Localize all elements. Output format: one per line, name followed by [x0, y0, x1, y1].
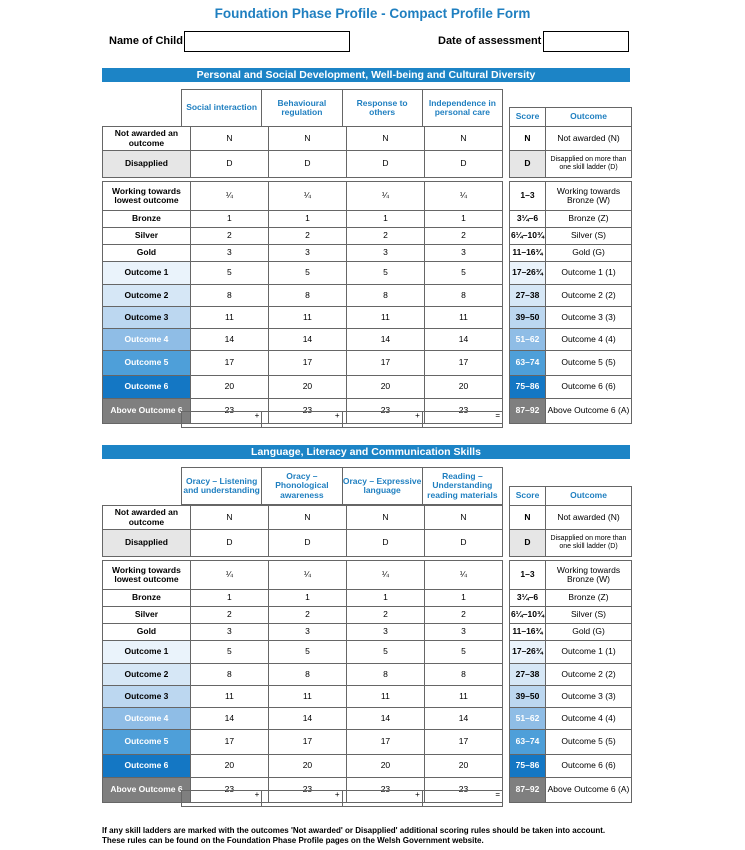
table-row [510, 127, 632, 151]
outcome-name: Not awarded (N) [546, 127, 632, 151]
skill-cell[interactable]: 8 [190, 285, 268, 307]
table-row [510, 664, 632, 686]
outcome-row-label: Outcome 4 [103, 708, 191, 730]
score-range: 6¼–10¾ [510, 228, 546, 245]
skill-cell[interactable]: 14 [424, 329, 502, 351]
table-row [510, 307, 632, 329]
table-row [510, 228, 632, 245]
score-range: 63–74 [510, 730, 546, 755]
score-range: 3¼–6 [510, 211, 546, 228]
table-row [103, 641, 503, 664]
skill-cell[interactable]: 5 [268, 262, 346, 285]
skill-cell[interactable]: 3 [190, 624, 268, 641]
skill-cell[interactable]: ¼ [424, 182, 502, 211]
score-range: 17–26¾ [510, 641, 546, 664]
table-row [510, 262, 632, 285]
table-row [103, 561, 503, 590]
skill-cell[interactable]: 23 [190, 778, 268, 803]
skill-cell[interactable]: 1 [424, 590, 502, 607]
score-range: 87–92 [510, 778, 546, 803]
table-row [103, 307, 503, 329]
outcome-name: Outcome 4 (4) [546, 329, 632, 351]
table-row [510, 778, 632, 803]
score-range: 27–38 [510, 664, 546, 686]
skill-cell[interactable]: 3 [424, 245, 502, 262]
skill-cell[interactable]: 2 [424, 607, 502, 624]
table-row [103, 127, 503, 151]
table-row [510, 755, 632, 778]
table-row [103, 730, 503, 755]
skill-cell[interactable]: D [424, 151, 502, 178]
page-title: Foundation Phase Profile - Compact Profile Form [214, 6, 531, 21]
score-range: 39–50 [510, 307, 546, 329]
outcome-row-label: Outcome 6 [103, 376, 191, 399]
outcome-name: Outcome 4 (4) [546, 708, 632, 730]
table-row [510, 329, 632, 351]
score-range: 27–38 [510, 285, 546, 307]
score-range: N [510, 506, 546, 530]
outcome-row-label: Outcome 2 [103, 285, 191, 307]
outcome-row-label: Outcome 1 [103, 262, 191, 285]
table-row [510, 530, 632, 557]
skill-cell[interactable]: 23 [268, 399, 346, 424]
outcome-row-label: Silver [103, 607, 191, 624]
skill-column-header: Social interaction [182, 90, 262, 127]
skill-cell[interactable]: 14 [268, 708, 346, 730]
score-range: 11–16¾ [510, 624, 546, 641]
table-row [103, 151, 503, 178]
skill-cell[interactable]: 17 [268, 351, 346, 376]
totals-operator: + [342, 791, 422, 807]
table-row [510, 151, 632, 178]
skill-cell[interactable]: 20 [346, 755, 424, 778]
outcome-name: Disapplied on more than one skill ladder (D) [546, 151, 632, 178]
table-row [103, 590, 503, 607]
skill-cell[interactable]: 23 [346, 399, 424, 424]
skill-cell[interactable]: 11 [268, 307, 346, 329]
skill-cell[interactable]: 1 [268, 590, 346, 607]
totals-operator: = [422, 791, 502, 807]
table-row [510, 182, 632, 211]
outcome-name: Outcome 1 (1) [546, 641, 632, 664]
skill-cell[interactable]: 20 [190, 755, 268, 778]
skill-cell[interactable]: 11 [190, 686, 268, 708]
score-range: 75–86 [510, 755, 546, 778]
outcome-name: Outcome 3 (3) [546, 686, 632, 708]
skill-cell[interactable]: 23 [268, 778, 346, 803]
score-range: 87–92 [510, 399, 546, 424]
skill-cell[interactable]: N [268, 506, 346, 530]
outcome-row-label: Disapplied [103, 151, 191, 178]
skill-cell[interactable]: 5 [346, 641, 424, 664]
skill-cell[interactable]: 14 [190, 329, 268, 351]
table-row [103, 351, 503, 376]
score-range: 63–74 [510, 351, 546, 376]
outcome-name: Not awarded (N) [546, 506, 632, 530]
totals-operator: + [262, 412, 342, 428]
skill-cell[interactable]: 5 [268, 641, 346, 664]
skill-column-header: Oracy – Listening and understanding [182, 468, 262, 505]
skill-cell[interactable]: ¼ [424, 561, 502, 590]
table-row [103, 664, 503, 686]
skill-cell[interactable]: 17 [424, 351, 502, 376]
skill-cell[interactable]: 3 [268, 624, 346, 641]
outcome-name: Silver (S) [546, 228, 632, 245]
outcome-name: Outcome 2 (2) [546, 285, 632, 307]
skill-cell[interactable]: 2 [346, 607, 424, 624]
skill-cell[interactable]: 14 [268, 329, 346, 351]
skill-cell[interactable]: 2 [190, 607, 268, 624]
skill-cell[interactable]: 5 [424, 641, 502, 664]
outcome-row-label: Not awarded an outcome [103, 506, 191, 530]
skill-ladder-grid [102, 505, 503, 803]
table-row [510, 686, 632, 708]
skill-cell[interactable]: 20 [346, 376, 424, 399]
outcome-name: Outcome 2 (2) [546, 664, 632, 686]
skill-cell[interactable]: N [190, 127, 268, 151]
table-row [510, 506, 632, 530]
table-row [103, 708, 503, 730]
skill-cell[interactable]: 2 [268, 607, 346, 624]
score-range: D [510, 151, 546, 178]
outcome-name: Outcome 1 (1) [546, 262, 632, 285]
score-range: 75–86 [510, 376, 546, 399]
table-row [103, 182, 503, 211]
outcome-name: Bronze (Z) [546, 211, 632, 228]
skill-cell[interactable]: 5 [190, 641, 268, 664]
totals-operator: + [182, 412, 262, 428]
outcome-row-label: Working towards lowest outcome [103, 561, 191, 590]
table-row [510, 561, 632, 590]
skill-cell[interactable]: 17 [346, 730, 424, 755]
outcome-row-label: Working towards lowest outcome [103, 182, 191, 211]
outcome-row-label: Bronze [103, 590, 191, 607]
skill-cell[interactable]: 8 [424, 664, 502, 686]
outcome-row-label: Above Outcome 6 [103, 778, 191, 803]
table-row [103, 686, 503, 708]
skill-cell[interactable]: ¼ [268, 182, 346, 211]
skill-column-headers [181, 467, 503, 505]
outcome-name: Bronze (Z) [546, 590, 632, 607]
outcome-row-label: Outcome 5 [103, 351, 191, 376]
date-of-assessment-input[interactable] [543, 31, 629, 52]
outcome-name: Gold (G) [546, 624, 632, 641]
skill-cell[interactable]: 17 [190, 730, 268, 755]
outcome-row-label: Outcome 6 [103, 755, 191, 778]
date-of-assessment-label: Date of assessment [438, 35, 542, 47]
table-row [510, 641, 632, 664]
outcome-row-label: Outcome 3 [103, 307, 191, 329]
table-row [103, 755, 503, 778]
table-row [510, 399, 632, 424]
footnote-line-2: These rules can be found on the Foundation Phase Profile pages on the Welsh Government website. [102, 836, 484, 845]
table-row [510, 730, 632, 755]
skill-column-header: Behavioural regulation [262, 90, 342, 127]
table-row [510, 211, 632, 228]
skill-cell[interactable]: 14 [190, 708, 268, 730]
skill-cell[interactable]: N [424, 506, 502, 530]
skill-cell[interactable]: 8 [268, 285, 346, 307]
totals-row[interactable] [181, 411, 503, 428]
totals-operator: + [342, 412, 422, 428]
skill-cell[interactable]: N [346, 127, 424, 151]
name-of-child-input[interactable] [184, 31, 350, 52]
outcome-row-label: Outcome 3 [103, 686, 191, 708]
skill-cell[interactable]: 17 [190, 351, 268, 376]
score-range: N [510, 127, 546, 151]
table-row [103, 262, 503, 285]
skill-cell[interactable]: 11 [346, 686, 424, 708]
table-row [103, 607, 503, 624]
totals-operator: + [262, 791, 342, 807]
score-range: 11–16¾ [510, 245, 546, 262]
table-row [103, 285, 503, 307]
skill-cell[interactable]: D [346, 530, 424, 557]
table-row [510, 590, 632, 607]
outcome-row-label: Bronze [103, 211, 191, 228]
outcome-column-header: Outcome [546, 487, 632, 506]
outcome-name: Disapplied on more than one skill ladder (D) [546, 530, 632, 557]
skill-cell[interactable]: 11 [424, 686, 502, 708]
outcome-name: Outcome 6 (6) [546, 376, 632, 399]
score-outcome-table [509, 107, 632, 424]
skill-cell[interactable]: 5 [346, 262, 424, 285]
skill-cell[interactable]: 5 [424, 262, 502, 285]
outcome-row-label: Outcome 1 [103, 641, 191, 664]
totals-operator: + [182, 791, 262, 807]
outcome-row-label: Silver [103, 228, 191, 245]
outcome-name: Above Outcome 6 (A) [546, 399, 632, 424]
table-row [510, 285, 632, 307]
skill-cell[interactable]: 8 [346, 285, 424, 307]
skill-cell[interactable]: ¼ [346, 561, 424, 590]
table-row [103, 530, 503, 557]
skill-cell[interactable]: 3 [268, 245, 346, 262]
skill-cell[interactable]: 20 [268, 755, 346, 778]
skill-cell[interactable]: 3 [190, 245, 268, 262]
skill-cell[interactable]: 1 [346, 211, 424, 228]
totals-operator: = [422, 412, 502, 428]
table-row [103, 376, 503, 399]
skill-column-header: Oracy – Expressive language [342, 468, 422, 505]
skill-cell[interactable]: 20 [268, 376, 346, 399]
skill-cell[interactable]: ¼ [190, 182, 268, 211]
skill-cell[interactable]: D [190, 530, 268, 557]
outcome-row-label: Outcome 4 [103, 329, 191, 351]
skill-cell[interactable]: D [346, 151, 424, 178]
footnote-line-1: If any skill ladders are marked with the outcomes 'Not awarded' or Disapplied' additional scoring rules should be taken into account. [102, 826, 606, 835]
outcome-row-label: Not awarded an outcome [103, 127, 191, 151]
skill-cell[interactable]: 2 [190, 228, 268, 245]
score-column-header: Score [510, 487, 546, 506]
table-row [103, 329, 503, 351]
skill-cell[interactable]: 11 [190, 307, 268, 329]
outcome-column-header: Outcome [546, 108, 632, 127]
skill-cell[interactable]: 14 [424, 708, 502, 730]
skill-column-header: Independence in personal care [422, 90, 502, 127]
score-range: 6¼–10¾ [510, 607, 546, 624]
score-range: 51–62 [510, 708, 546, 730]
table-row [510, 351, 632, 376]
score-range: 1–3 [510, 561, 546, 590]
skill-cell[interactable]: 3 [424, 624, 502, 641]
table-row [103, 624, 503, 641]
skill-cell[interactable]: D [190, 151, 268, 178]
skill-column-header: Reading – Understanding reading materials [422, 468, 502, 505]
outcome-name: Outcome 5 (5) [546, 351, 632, 376]
table-row [510, 708, 632, 730]
skill-cell[interactable]: D [268, 530, 346, 557]
skill-cell[interactable]: 23 [424, 399, 502, 424]
outcome-row-label: Disapplied [103, 530, 191, 557]
score-range: 17–26¾ [510, 262, 546, 285]
skill-cell[interactable]: 8 [424, 285, 502, 307]
outcome-name: Above Outcome 6 (A) [546, 778, 632, 803]
table-row [510, 376, 632, 399]
outcome-name: Gold (G) [546, 245, 632, 262]
outcome-row-label: Above Outcome 6 [103, 399, 191, 424]
table-row [510, 624, 632, 641]
table-row [103, 211, 503, 228]
table-row [103, 506, 503, 530]
skill-cell[interactable]: D [268, 151, 346, 178]
table-row [103, 245, 503, 262]
skill-column-headers [181, 89, 503, 127]
skill-cell[interactable]: 11 [424, 307, 502, 329]
skill-cell[interactable]: D [424, 530, 502, 557]
outcome-row-label: Gold [103, 624, 191, 641]
skill-cell[interactable]: 1 [424, 211, 502, 228]
skill-cell[interactable]: 2 [424, 228, 502, 245]
skill-cell[interactable]: 1 [190, 590, 268, 607]
skill-cell[interactable]: 23 [346, 778, 424, 803]
skill-cell[interactable]: 3 [346, 245, 424, 262]
score-range: D [510, 530, 546, 557]
outcome-name: Outcome 5 (5) [546, 730, 632, 755]
skill-cell[interactable]: ¼ [190, 561, 268, 590]
skill-cell[interactable]: 23 [424, 778, 502, 803]
skill-cell[interactable]: 8 [190, 664, 268, 686]
skill-cell[interactable]: 17 [268, 730, 346, 755]
skill-cell[interactable]: 2 [346, 228, 424, 245]
skill-cell[interactable]: N [268, 127, 346, 151]
name-of-child-label: Name of Child [109, 35, 183, 47]
skill-cell[interactable]: 3 [346, 624, 424, 641]
skill-cell[interactable]: 20 [190, 376, 268, 399]
outcome-row-label: Outcome 2 [103, 664, 191, 686]
skill-cell[interactable]: ¼ [268, 561, 346, 590]
skill-cell[interactable]: 1 [268, 211, 346, 228]
section-banner: Language, Literacy and Communication Skills [102, 445, 630, 459]
outcome-name: Outcome 6 (6) [546, 755, 632, 778]
skill-cell[interactable]: 11 [346, 307, 424, 329]
skill-cell[interactable]: 20 [424, 376, 502, 399]
table-row [103, 228, 503, 245]
footnote [102, 826, 605, 846]
score-range: 51–62 [510, 329, 546, 351]
skill-cell[interactable]: 14 [346, 329, 424, 351]
outcome-name: Silver (S) [546, 607, 632, 624]
skill-cell[interactable]: 14 [346, 708, 424, 730]
skill-column-header: Response to others [342, 90, 422, 127]
skill-cell[interactable]: 1 [346, 590, 424, 607]
table-row [510, 607, 632, 624]
outcome-name: Outcome 3 (3) [546, 307, 632, 329]
skill-cell[interactable]: ¼ [346, 182, 424, 211]
skill-cell[interactable]: N [190, 506, 268, 530]
score-outcome-table [509, 486, 632, 803]
score-range: 3¼–6 [510, 590, 546, 607]
skill-cell[interactable]: 20 [424, 755, 502, 778]
totals-row[interactable] [181, 790, 503, 807]
skill-cell[interactable]: 8 [346, 664, 424, 686]
table-row [510, 245, 632, 262]
skill-ladder-grid [102, 126, 503, 424]
skill-cell[interactable]: 1 [190, 211, 268, 228]
skill-column-header: Oracy – Phonological awareness [262, 468, 342, 505]
skill-cell[interactable]: 23 [190, 399, 268, 424]
skill-cell[interactable]: 17 [346, 351, 424, 376]
score-range: 39–50 [510, 686, 546, 708]
score-range: 1–3 [510, 182, 546, 211]
skill-cell[interactable]: 11 [268, 686, 346, 708]
outcome-row-label: Outcome 5 [103, 730, 191, 755]
skill-cell[interactable]: 5 [190, 262, 268, 285]
skill-cell[interactable]: N [424, 127, 502, 151]
outcome-name: Working towards Bronze (W) [546, 561, 632, 590]
outcome-row-label: Gold [103, 245, 191, 262]
score-column-header: Score [510, 108, 546, 127]
skill-cell[interactable]: 8 [268, 664, 346, 686]
skill-cell[interactable]: N [346, 506, 424, 530]
skill-cell[interactable]: 17 [424, 730, 502, 755]
skill-cell[interactable]: 2 [268, 228, 346, 245]
section-banner: Personal and Social Development, Well-being and Cultural Diversity [102, 68, 630, 82]
outcome-name: Working towards Bronze (W) [546, 182, 632, 211]
